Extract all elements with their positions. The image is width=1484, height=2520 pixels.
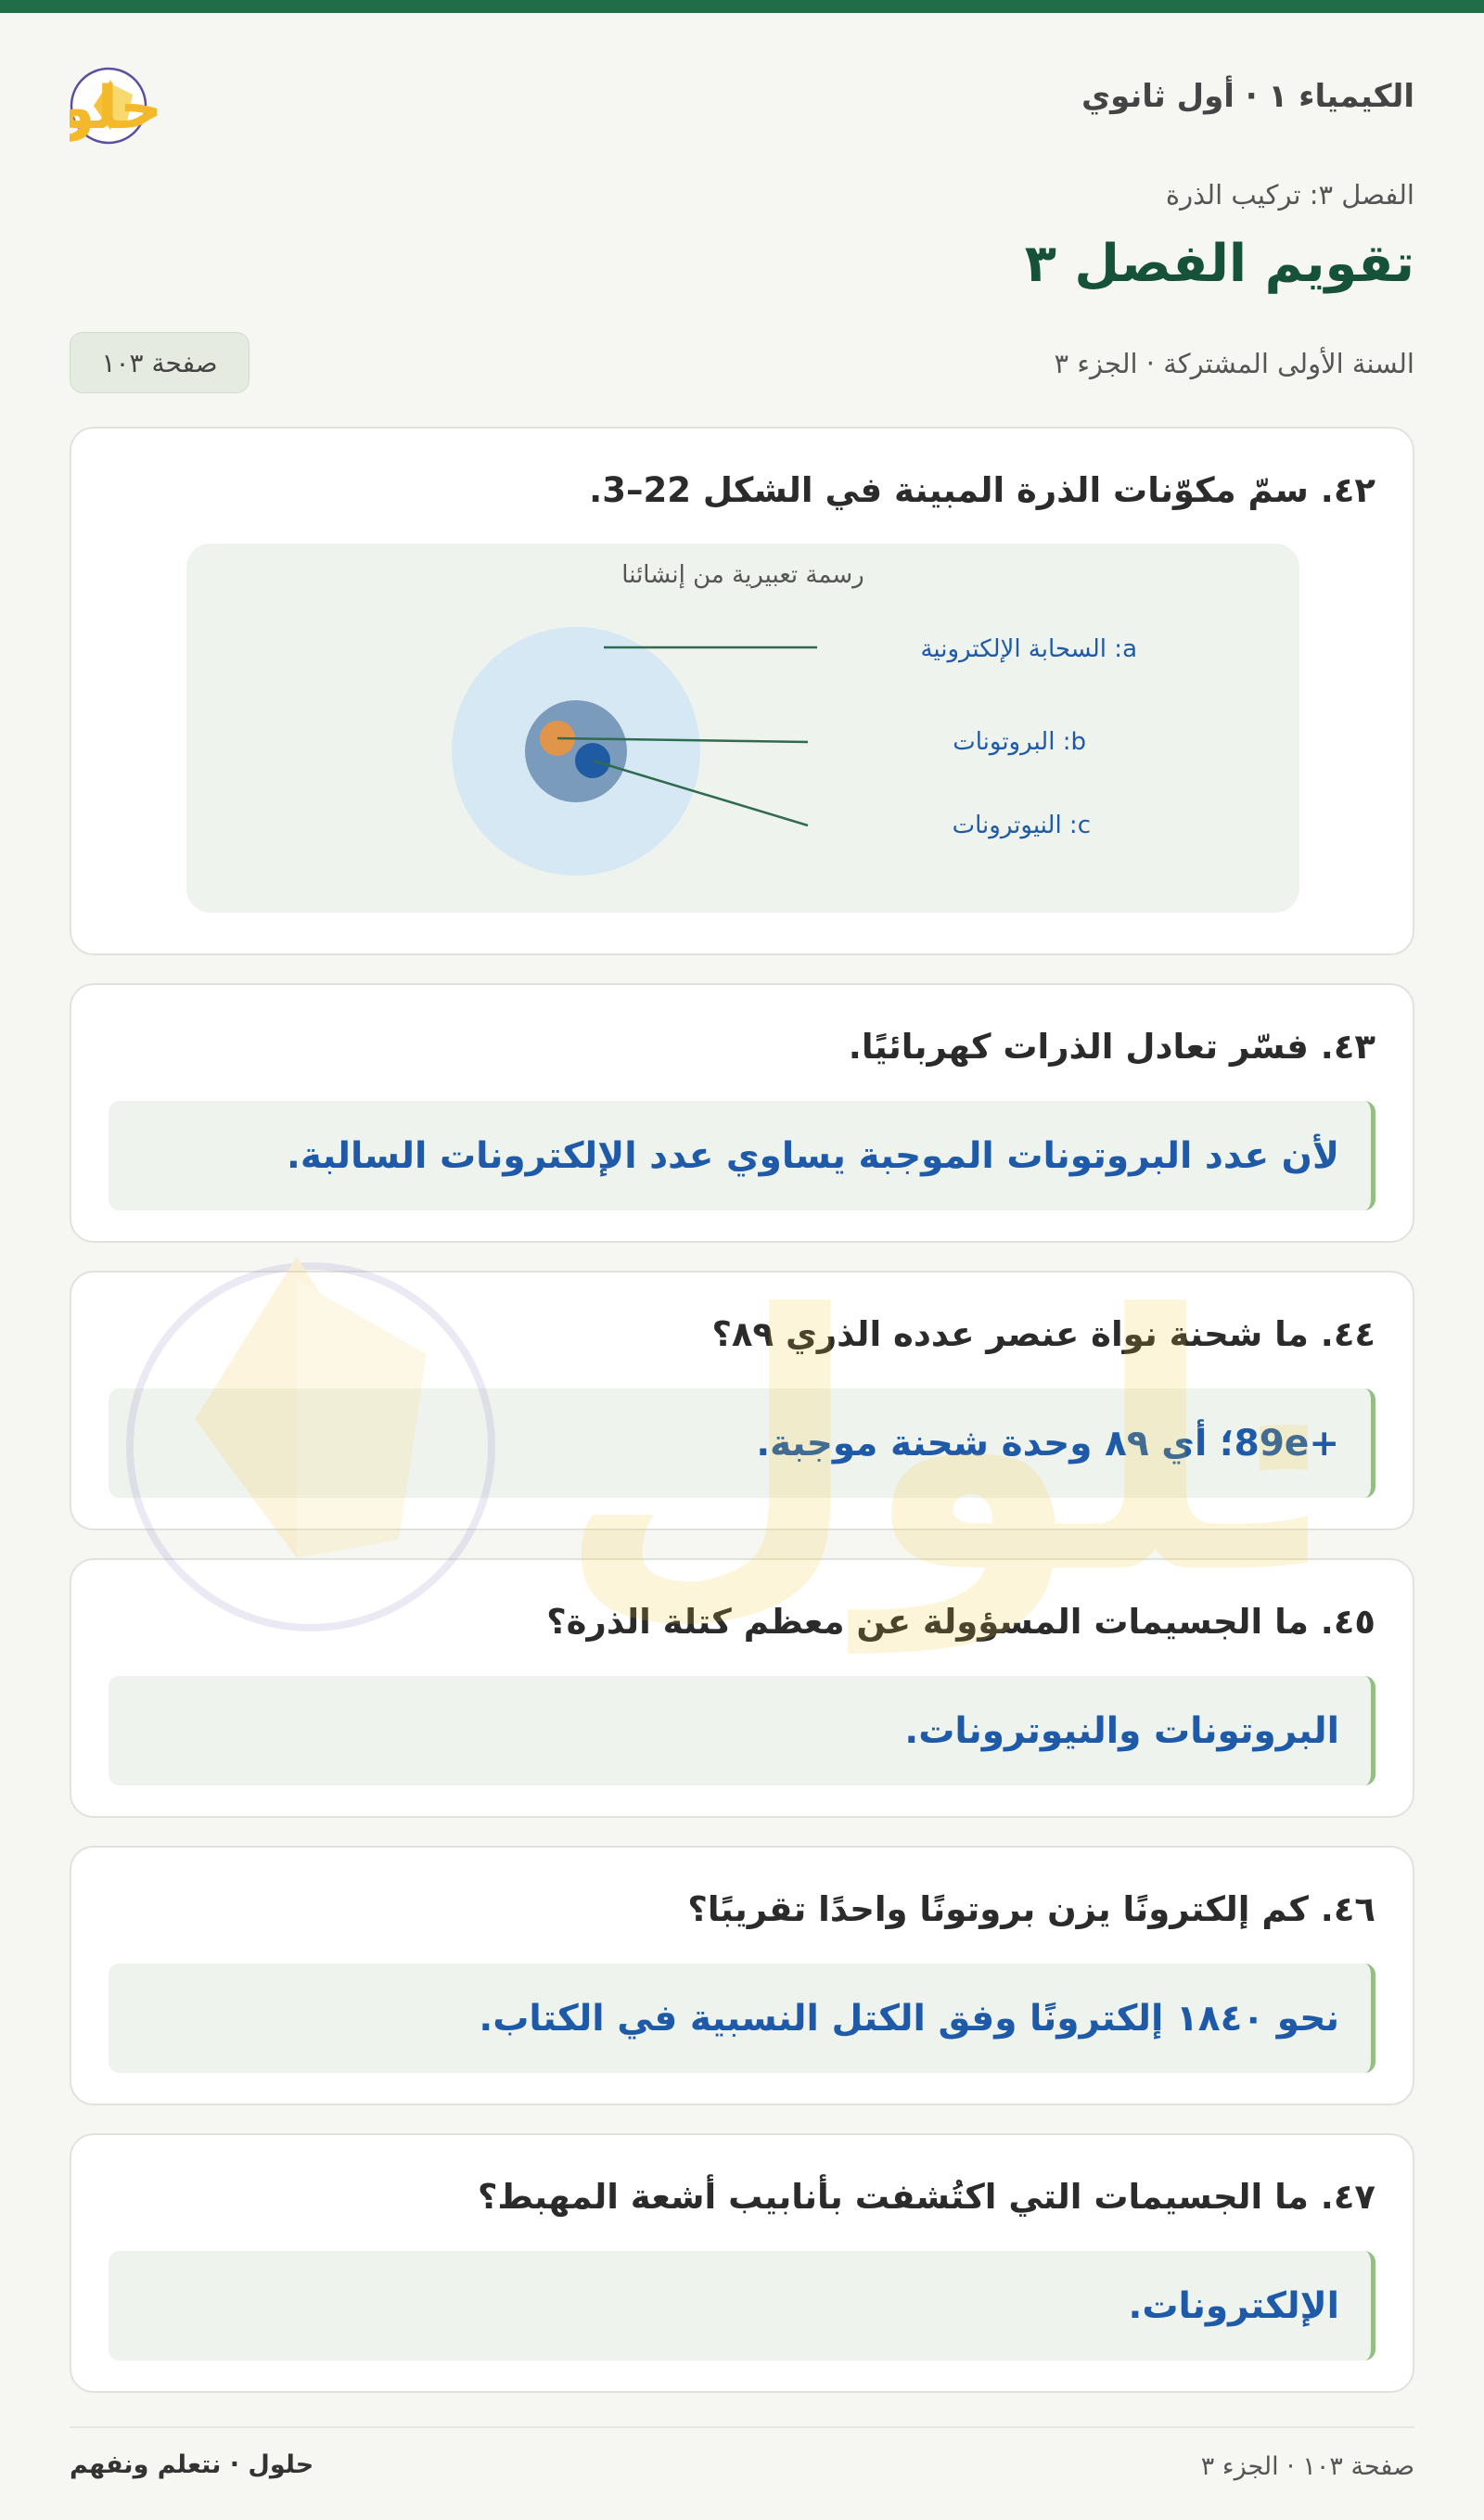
book-part-label: السنة الأولى المشتركة · الجزء ٣ <box>1054 348 1414 379</box>
footer-brand: حلول · نتعلم ونفهم <box>70 2450 314 2479</box>
label-a: a: السحابة الإلكترونية <box>920 635 1137 663</box>
footer-page-info: صفحة ١٠٣ · الجزء ٣ <box>1200 2452 1414 2481</box>
answer-box: لأن عدد البروتونات الموجبة يساوي عدد الإلكترونات السالبة. <box>109 1101 1375 1210</box>
course-title: الكيمياء ١ · أول ثانوي <box>1081 78 1414 115</box>
question-text: ٤٤. ما شحنة نواة عنصر عدده الذري ٨٩؟ <box>711 1314 1375 1354</box>
hulul-logo[interactable] <box>70 58 311 147</box>
page-header <box>70 58 1414 143</box>
diagram-caption: رسمة تعبيرية من إنشائنا <box>621 561 864 589</box>
answer-box: +89e؛ أي ٨٩ وحدة شحنة موجبة. <box>109 1388 1375 1498</box>
logo-wordmark: حلو <box>70 74 162 143</box>
hulul-logo-icon <box>70 58 311 147</box>
answer-box: البروتونات والنيوترونات. <box>109 1676 1375 1785</box>
question-card-45 <box>70 1558 1414 1818</box>
footer-divider <box>70 2426 1414 2428</box>
question-text: ٤٦. كم إلكترونًا يزن بروتونًا واحدًا تقريبًا؟ <box>687 1889 1375 1929</box>
question-card-46 <box>70 1846 1414 2105</box>
label-c: c: النيوترونات <box>952 812 1091 839</box>
atom-diagram <box>186 544 1299 913</box>
chapter-label: الفصل ٣: تركيب الذرة <box>1165 179 1414 211</box>
page-title: تقويم الفصل ٣ <box>1024 234 1414 294</box>
page-number-badge: صفحة ١٠٣ <box>70 332 249 393</box>
question-card-44 <box>70 1271 1414 1530</box>
question-text: ٤٣. فسّر تعادل الذرات كهربائيًا. <box>848 1027 1375 1067</box>
atom-diagram-svg <box>186 544 1299 913</box>
question-text: ٤٧. ما الجسيمات التي اكتُشفت بأنابيب أشعة المهبط؟ <box>477 2177 1375 2217</box>
question-card-43 <box>70 983 1414 1243</box>
question-text: ٤٢. سمّ مكوّنات الذرة المبينة في الشكل 22–3. <box>589 470 1375 510</box>
answer-box: نحو ١٨٤٠ إلكترونًا وفق الكتل النسبية في الكتاب. <box>109 1964 1375 2073</box>
nucleus <box>525 700 627 802</box>
question-card-42 <box>70 427 1414 955</box>
top-accent-bar <box>0 0 1484 13</box>
answer-box: الإلكترونات. <box>109 2251 1375 2360</box>
question-text: ٤٥. ما الجسيمات المسؤولة عن معظم كتلة الذرة؟ <box>546 1602 1375 1642</box>
question-card-47 <box>70 2133 1414 2393</box>
label-b: b: البروتونات <box>953 728 1086 756</box>
